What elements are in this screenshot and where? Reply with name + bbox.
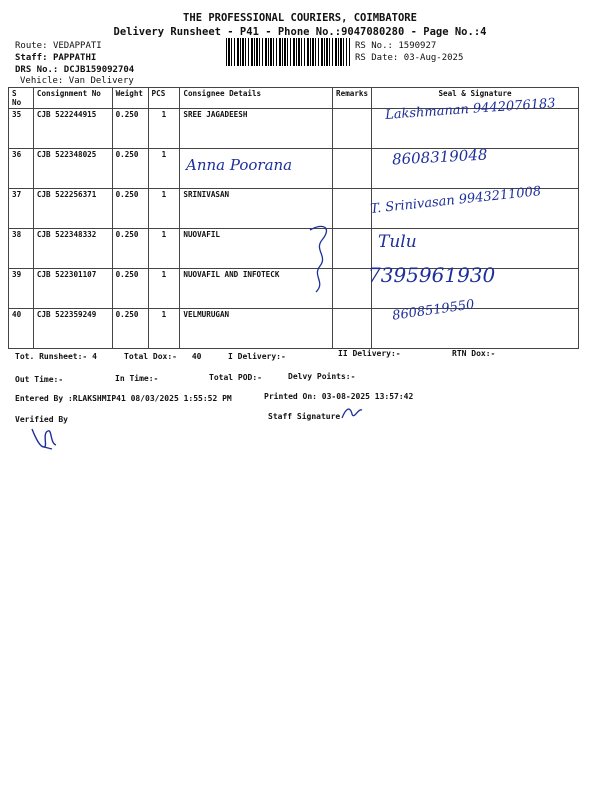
in-time: In Time:- xyxy=(115,374,159,383)
vehicle-label: Vehicle: xyxy=(20,76,64,86)
cell-pcs: 1 xyxy=(148,109,180,149)
cell-consignment: CJB 522301107 xyxy=(33,269,112,309)
cell-consignee: NUOVAFIL AND INFOTECK xyxy=(180,269,333,309)
runsheet-table xyxy=(8,87,579,349)
delvy-points: Delvy Points:- xyxy=(288,372,356,381)
cell-consignee: SREE JAGADEESH xyxy=(180,109,333,149)
cell-consignment: CJB 522348025 xyxy=(33,149,112,189)
company-title: THE PROFESSIONAL COURIERS, COIMBATORE xyxy=(183,12,417,24)
col-weight: Weight xyxy=(112,88,148,109)
col-pcs: PCS xyxy=(148,88,180,109)
cell-consignee: VELMURUGAN xyxy=(180,309,333,349)
cell-sno: 38 xyxy=(9,229,34,269)
cell-consignment: CJB 522256371 xyxy=(33,189,112,229)
handwritten-signature: Tulu xyxy=(378,232,417,252)
table-row xyxy=(9,149,579,189)
cell-sno: 36 xyxy=(9,149,34,189)
total-dox-value: 40 xyxy=(191,352,202,361)
rs-date-label: RS Date: xyxy=(355,53,399,63)
cell-consignment: CJB 522244915 xyxy=(33,109,112,149)
vehicle-value: Van Delivery xyxy=(68,76,134,86)
cell-pcs: 1 xyxy=(148,269,180,309)
staff-signature: Staff Signature xyxy=(268,412,341,421)
drs-value: DCJB159092704 xyxy=(63,65,135,75)
handwritten-signature: 7395961930 xyxy=(368,263,496,287)
drs-line xyxy=(15,65,134,75)
cell-weight: 0.250 xyxy=(112,229,148,269)
out-time: Out Time:- xyxy=(15,375,64,384)
cell-weight: 0.250 xyxy=(112,309,148,349)
cell-pcs: 1 xyxy=(148,229,180,269)
total-pod: Total POD:- xyxy=(209,373,262,382)
col-consignment: Consignment No xyxy=(33,88,112,109)
i-delivery: I Delivery:- xyxy=(228,352,286,361)
entered-by: Entered By :RLAKSHMIP41 08/03/2025 1:55:52 PM xyxy=(15,394,232,403)
cell-remarks xyxy=(333,109,372,149)
cell-sno: 37 xyxy=(9,189,34,229)
barcode-image xyxy=(226,38,350,66)
staff-label: Staff: xyxy=(15,53,48,63)
table-row xyxy=(9,309,579,349)
cell-consignment: CJB 522348332 xyxy=(33,229,112,269)
col-seal: Seal & Signature xyxy=(372,88,579,109)
cell-remarks xyxy=(333,149,372,189)
cell-weight: 0.250 xyxy=(112,149,148,189)
rs-date-value: 03-Aug-2025 xyxy=(403,53,464,63)
ii-delivery: II Delivery:- xyxy=(338,349,401,358)
total-dox-label: Total Dox:- xyxy=(124,352,177,361)
vehicle-line xyxy=(20,76,134,86)
handwritten-signature: 8608319048 xyxy=(391,145,488,169)
cell-weight: 0.250 xyxy=(112,109,148,149)
route-line xyxy=(15,41,102,51)
handwritten-signature: 8608519550 xyxy=(391,297,476,324)
route-value: VEDAPPATI xyxy=(52,41,102,51)
cell-remarks xyxy=(333,309,372,349)
handwritten-scribble xyxy=(302,220,342,300)
cell-pcs: 1 xyxy=(148,309,180,349)
handwritten-signature: T. Srinivasan 9943211008 xyxy=(369,184,542,217)
staff-line xyxy=(15,53,96,63)
rtn-dox: RTN Dox:- xyxy=(452,349,496,358)
verified-signature-scribble xyxy=(30,425,62,451)
runsheet-subtitle: Delivery Runsheet - P41 - Phone No.:9047080280 - Page No.:4 xyxy=(113,26,487,38)
printed-on: Printed On: 03-08-2025 13:57:42 xyxy=(264,392,414,401)
cell-pcs: 1 xyxy=(148,189,180,229)
cell-pcs: 1 xyxy=(148,149,180,189)
tot-runsheet: Tot. Runsheet:- 4 xyxy=(15,352,97,361)
cell-weight: 0.250 xyxy=(112,189,148,229)
drs-label: DRS No.: xyxy=(15,65,59,75)
cell-consignee: NUOVAFIL xyxy=(180,229,333,269)
total-dox-line xyxy=(124,352,201,361)
col-sno: S No xyxy=(9,88,34,109)
route-label: Route: xyxy=(15,41,48,51)
rs-no-label: RS No.: xyxy=(355,41,393,51)
verified-by: Verified By xyxy=(15,415,68,424)
col-remarks: Remarks xyxy=(333,88,372,109)
cell-consignee: SRINIVASAN xyxy=(180,189,333,229)
cell-sno: 35 xyxy=(9,109,34,149)
cell-consignment: CJB 522359249 xyxy=(33,309,112,349)
staff-signature-scribble xyxy=(340,404,364,422)
handwritten-consignee-name: Anna Poorana xyxy=(186,156,293,174)
rs-no-value: 1590927 xyxy=(398,41,437,51)
rs-no-line xyxy=(355,41,436,51)
staff-value: PAPPATHI xyxy=(52,53,97,63)
col-consignee: Consignee Details xyxy=(180,88,333,109)
handwritten-signature: Lakshmanan 9442076183 xyxy=(384,96,557,123)
rs-date-line xyxy=(355,53,463,63)
cell-weight: 0.250 xyxy=(112,269,148,309)
cell-sno: 39 xyxy=(9,269,34,309)
cell-sno: 40 xyxy=(9,309,34,349)
